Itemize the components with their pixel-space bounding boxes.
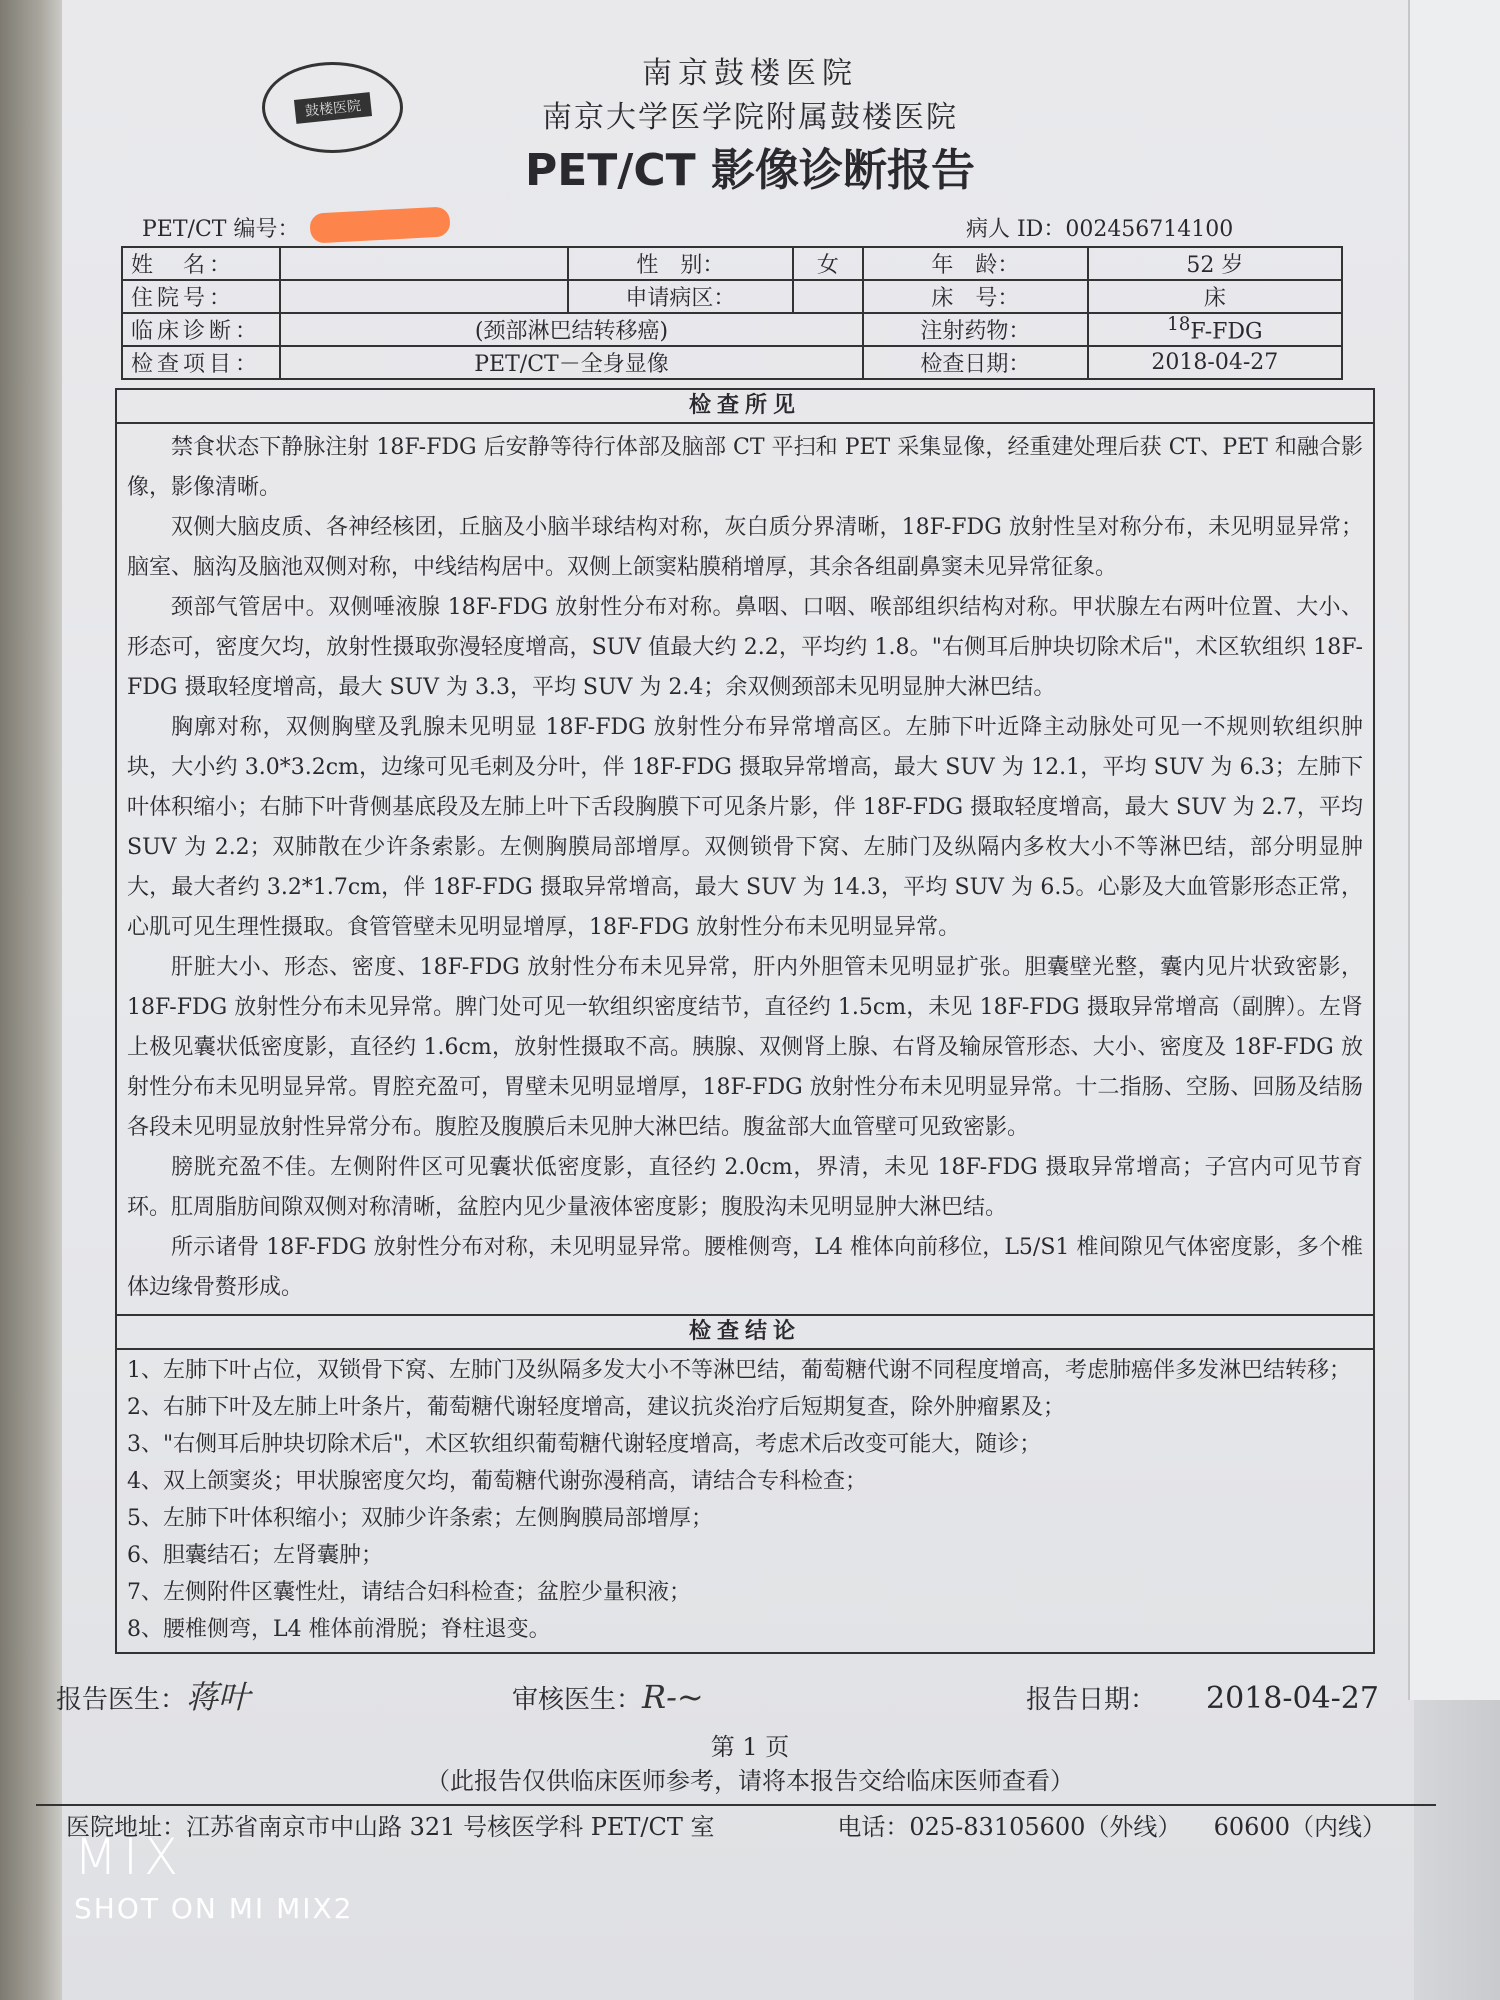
- findings-paragraph: 肝脏大小、形态、密度、18F-FDG 放射性分布未见异常，肝内外胆管未见明显扩张。胆囊壁光整，囊内见片状致密影，18F-FDG 放射性分布未见异常。脾门处可见一软组织密度结节，直径约 1.5cm，未见 18F-FDG 摄取异常增高（副脾）。左肾上极见囊状低密度影，直径约 1.6cm，放射性摄取不高。胰腺、双侧肾上腺、右肾及输尿管形态、大小、密度及 18F-FDG 放射性分布未见明显异常。胃腔充盈可，胃壁未见明显增厚，18F-FDG 放射性分布未见明显异常。十二指肠、空肠、回肠及结肠各段未见明显放射性异常分布。腹腔及腹膜后未见肿大淋巴结。腹盆部大血管壁可见致密影。: [127, 955, 1363, 1140]
- phone-external: 电话：025-83105600（外线）: [837, 1813, 1182, 1841]
- conclusion-item: 1、左肺下叶占位，双锁骨下窝、左肺门及纵隔多发大小不等淋巴结，葡萄糖代谢不同程度增高，考虑肺癌伴多发淋巴结转移；: [127, 1358, 1352, 1383]
- hospital-name: 南京鼓楼医院: [642, 56, 858, 91]
- conclusion-item: 3、"右侧耳后肿块切除术后"，术区软组织葡萄糖代谢轻度增高，考虑术后改变可能大，随诊；: [127, 1432, 1042, 1457]
- drug-name: F-FDG: [1190, 319, 1263, 345]
- camera-watermark-brand: MIX: [74, 1828, 185, 1886]
- page-number: 第 1 页: [710, 1733, 790, 1761]
- name-label: 姓 名：: [122, 247, 280, 280]
- gender-value: 女: [793, 247, 863, 280]
- petct-number-label: PET/CT 编号：: [142, 217, 300, 242]
- background-paper: [1408, 0, 1500, 1700]
- findings-title: 检查所见: [117, 390, 1373, 424]
- age-value: 52 岁: [1088, 247, 1342, 280]
- conclusion-item: 2、右肺下叶及左肺上叶条片，葡萄糖代谢轻度增高，建议抗炎治疗后短期复查，除外肿瘤累及；: [127, 1395, 1066, 1420]
- hospital-address: 医院地址：江苏省南京市中山路 321 号核医学科 PET/CT 室: [66, 1813, 715, 1841]
- ward-label: 申请病区：: [568, 280, 793, 313]
- exam-date-label: 检查日期：: [863, 346, 1088, 379]
- findings-paragraph: 颈部气管居中。双侧唾液腺 18F-FDG 放射性分布对称。鼻咽、口咽、喉部组织结构对称。甲状腺左右两叶位置、大小、形态可，密度欠均，放射性摄取弥漫轻度增高，SUV 值最大约 2.2，平均约 1.8。"右侧耳后肿块切除术后"，术区软组织 18F-FDG 摄取轻度增高，最大 SUV 为 3.3，平均 SUV 为 2.4；余双侧颈部未见明显肿大淋巴结。: [127, 595, 1363, 700]
- patient-info-table: [121, 246, 1343, 380]
- patient-id: 病人 ID：002456714100: [966, 217, 1234, 242]
- footer-contact-row: [56, 1810, 1386, 1844]
- footer-divider: [36, 1804, 1436, 1806]
- age-label: 年 龄：: [863, 247, 1088, 280]
- bed-value: 床: [1088, 280, 1342, 313]
- conclusion-list: [117, 1350, 1373, 1652]
- reporter-label: 报告医生：: [56, 1685, 187, 1715]
- reviewer-signature: R-~: [642, 1678, 704, 1716]
- findings-paragraph: 胸廓对称，双侧胸壁及乳腺未见明显 18F-FDG 放射性分布异常增高区。左肺下叶近降主动脉处可见一不规则软组织肿块，大小约 3.0*3.2cm，边缘可见毛刺及分叶，伴 18F-FDG 摄取异常增高，最大 SUV 为 12.1，平均 SUV 为 6.3；左肺下叶体积缩小；右肺下叶背侧基底段及左肺上叶下舌段胸膜下可见条片影，伴 18F-FDG 摄取轻度增高，最大 SUV 为 2.7，平均 SUV 为 2.2；双肺散在少许条索影。左侧胸膜局部增厚。双侧锁骨下窝、左肺门及纵隔内多枚大小不等淋巴结，部分明显肿大，最大者约 3.2*1.7cm，伴 18F-FDG 摄取异常增高，最大 SUV 为 14.3，平均 SUV 为 6.5。心影及大血管影形态正常，心肌可见生理性摄取。食管管壁未见明显增厚，18F-FDG 放射性分布未见明显异常。: [127, 715, 1363, 940]
- conclusion-item: 7、左侧附件区囊性灶，请结合妇科检查；盆腔少量积液；: [127, 1580, 691, 1605]
- drug-value: [1088, 313, 1342, 346]
- drug-label: 注射药物：: [863, 313, 1088, 346]
- report-date: [1026, 1679, 1379, 1716]
- logo-text: 鼓楼医院: [293, 92, 371, 124]
- reviewer: [512, 1678, 1026, 1716]
- diagnosis-value: (颈部淋巴结转移癌): [280, 313, 863, 346]
- drug-isotope: 18: [1167, 314, 1191, 336]
- findings-paragraph: 双侧大脑皮质、各神经核团，丘脑及小脑半球结构对称，灰白质分界清晰，18F-FDG 放射性呈对称分布，未见明显异常；脑室、脑沟及脑池双侧对称，中线结构居中。双侧上颌窦粘膜稍增厚，其余各组副鼻窦未见异常征象。: [127, 515, 1363, 580]
- conclusion-item: 8、腰椎侧弯，L4 椎体前滑脱；脊柱退变。: [127, 1617, 551, 1642]
- conclusion-item: 4、双上颌窦炎；甲状腺密度欠均，葡萄糖代谢弥漫稍高，请结合专科检查；: [127, 1469, 867, 1494]
- report-date-label: 报告日期：: [1026, 1685, 1157, 1715]
- diagnosis-label: 临床诊断：: [122, 313, 280, 346]
- footer-note: （此报告仅供临床医师参考，请将本报告交给临床医师查看）: [426, 1767, 1074, 1795]
- exam-value: PET/CT－全身显像: [280, 346, 863, 379]
- exam-date-value: 2018-04-27: [1088, 346, 1342, 379]
- conclusion-item: 6、胆囊结石；左肾囊肿；: [127, 1543, 383, 1568]
- report-date-value: 2018-04-27: [1206, 1681, 1379, 1716]
- conclusion-title: 检查结论: [117, 1314, 1373, 1350]
- findings-paragraph: 所示诸骨 18F-FDG 放射性分布对称，未见明显异常。腰椎侧弯，L4 椎体向前移位，L5/S1 椎间隙见气体密度影，多个椎体边缘骨赘形成。: [127, 1235, 1363, 1300]
- signature-row: [56, 1672, 1386, 1720]
- report-title: PET/CT 影像诊断报告: [524, 145, 975, 196]
- bed-label: 床 号：: [863, 280, 1088, 313]
- findings-paragraph: 膀胱充盈不佳。左侧附件区可见囊状低密度影，直径约 2.0cm，界清，未见 18F-FDG 摄取异常增高；子宫内可见节育环。肛周脂肪间隙双侧对称清晰，盆腔内见少量液体密度影；腹股沟未见明显肿大淋巴结。: [127, 1155, 1363, 1220]
- gender-label: 性 别：: [568, 247, 793, 280]
- report-body: [115, 388, 1375, 1654]
- camera-watermark-caption: SHOT ON MI MIX2: [74, 1892, 354, 1925]
- ward-value: [793, 280, 863, 313]
- reporter: [56, 1672, 512, 1718]
- phone-internal: 60600（内线）: [1213, 1813, 1386, 1841]
- inpatient-label: 住院号：: [122, 280, 280, 313]
- findings-section: [117, 424, 1373, 1314]
- exam-label: 检查项目：: [122, 346, 280, 379]
- reporter-signature: 蒋叶: [186, 1678, 251, 1716]
- reviewer-label: 审核医生：: [512, 1685, 643, 1715]
- report-flow: [56, 388, 1386, 1844]
- name-value: [280, 247, 568, 280]
- inpatient-value: [280, 280, 568, 313]
- hospital-full-name: 南京大学医学院附属鼓楼医院: [542, 100, 958, 135]
- conclusion-item: 5、左肺下叶体积缩小；双肺少许条索；左侧胸膜局部增厚；: [127, 1506, 713, 1531]
- findings-paragraph: 禁食状态下静脉注射 18F-FDG 后安静等待行体部及脑部 CT 平扫和 PET 采集显像，经重建处理后获 CT、PET 和融合影像，影像清晰。: [127, 435, 1363, 500]
